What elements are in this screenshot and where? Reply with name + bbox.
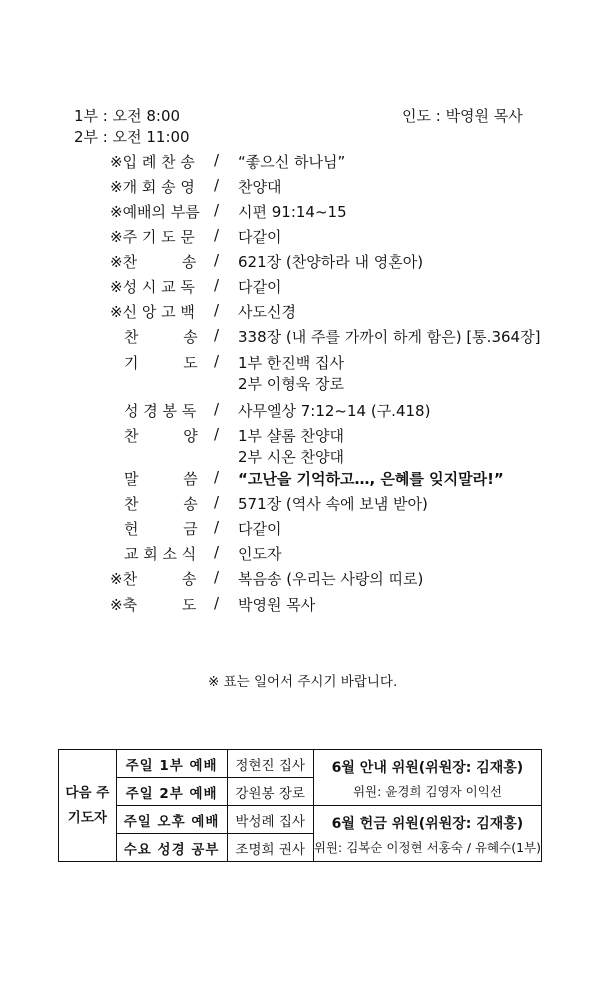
service-name: 수요 성경 공부 (116, 834, 227, 862)
order-item (0, 568, 606, 592)
service-name: 주일 오후 예배 (116, 806, 227, 834)
order-value: 다같이 (238, 520, 282, 538)
order-value: 인도자 (238, 545, 282, 563)
worship-leader: 인도 : 박영원 목사 (402, 107, 523, 125)
order-value: 시편 91:14~15 (238, 203, 347, 221)
order-item (0, 468, 606, 492)
order-value: “좋으신 하나님” (238, 153, 346, 171)
order-item (0, 493, 606, 517)
table-row (59, 806, 542, 834)
committee-members: 위원: 윤경희 김영자 이익선 (352, 784, 502, 799)
separator: / (214, 326, 220, 344)
order-label: ※신 앙 고 백 (110, 303, 195, 321)
order-item (0, 301, 606, 325)
order-item (0, 425, 606, 471)
order-label: 헌 금 (124, 520, 198, 538)
order-label: 찬 양 (124, 427, 198, 445)
order-item (0, 400, 606, 424)
order-label: ※찬 송 (110, 253, 197, 271)
separator: / (214, 400, 220, 418)
order-item (0, 594, 606, 618)
order-value: 박영원 목사 (238, 596, 316, 614)
order-value: 1부 한진백 집사 (238, 354, 345, 372)
service-time-1: 1부 : 오전 8:00 (74, 107, 181, 125)
order-item (0, 352, 606, 398)
order-item (0, 518, 606, 542)
separator: / (214, 518, 220, 536)
order-item (0, 251, 606, 275)
order-label: 교 회 소 식 (124, 545, 197, 563)
order-label: ※개 회 송 영 (110, 178, 195, 196)
order-value: 사무엘상 7:12~14 (구.418) (238, 402, 431, 420)
committee-members: 위원: 김복순 이정현 서홍숙 / 유혜수(1부) (313, 840, 541, 855)
separator: / (214, 151, 220, 169)
sermon-title: “고난을 기억하고…, 은혜를 잊지말라!” (238, 470, 504, 488)
standing-notice: ※ 표는 일어서 주시기 바랍니다. (208, 674, 398, 690)
prayer-person: 강원봉 장로 (227, 778, 313, 806)
order-label: ※입 례 찬 송 (110, 153, 195, 171)
separator: / (214, 276, 220, 294)
order-item (0, 176, 606, 200)
committee-title: 6월 안내 위원(위원장: 김재홍) (331, 760, 524, 776)
prayer-table-header: 다음 주 기도자 (59, 750, 117, 862)
order-label: 말 씀 (124, 470, 198, 488)
separator: / (214, 301, 220, 319)
order-value: 찬양대 (238, 178, 282, 196)
order-value-2: 2부 이형욱 장로 (238, 375, 345, 393)
service-name: 주일 2부 예배 (116, 778, 227, 806)
separator: / (214, 468, 220, 486)
prayer-schedule-table (58, 749, 542, 862)
order-value: 다같이 (238, 278, 282, 296)
separator: / (214, 226, 220, 244)
service-time-2: 2부 : 오전 11:00 (74, 128, 190, 146)
prayer-person: 정현진 집사 (227, 750, 313, 778)
separator: / (214, 568, 220, 586)
order-item (0, 151, 606, 175)
separator: / (214, 352, 220, 370)
committee-title: 6월 헌금 위원(위원장: 김재홍) (331, 816, 524, 832)
order-value-2: 2부 시온 찬양대 (238, 448, 345, 466)
order-item (0, 276, 606, 300)
order-value: 복음송 (우리는 사랑의 띠로) (238, 570, 424, 588)
order-item (0, 326, 606, 350)
order-label: 찬 송 (124, 495, 198, 513)
separator: / (214, 594, 220, 612)
order-label: ※찬 송 (110, 570, 197, 588)
order-value: 621장 (찬양하라 내 영혼아) (238, 253, 424, 271)
separator: / (214, 493, 220, 511)
committee-cell (313, 806, 541, 862)
table-row (59, 750, 542, 778)
order-value: 사도신경 (238, 303, 296, 321)
order-item (0, 201, 606, 225)
order-label: 기 도 (124, 354, 198, 372)
order-value: 1부 샬롬 찬양대 (238, 427, 345, 445)
order-value: 다같이 (238, 228, 282, 246)
separator: / (214, 176, 220, 194)
separator: / (214, 425, 220, 443)
prayer-person: 박성례 집사 (227, 806, 313, 834)
order-label: ※축 도 (110, 596, 197, 614)
separator: / (214, 251, 220, 269)
service-name: 주일 1부 예배 (116, 750, 227, 778)
order-value: 338장 (내 주를 가까이 하게 함은) [통.364장] (238, 328, 541, 346)
order-label: ※주 기 도 문 (110, 228, 195, 246)
order-label: 찬 송 (124, 328, 198, 346)
separator: / (214, 543, 220, 561)
order-item (0, 226, 606, 250)
order-label: ※성 시 교 독 (110, 278, 195, 296)
order-item (0, 543, 606, 567)
order-value: 571장 (역사 속에 보냄 받아) (238, 495, 428, 513)
prayer-person: 조명희 권사 (227, 834, 313, 862)
order-label: 성 경 봉 독 (124, 402, 197, 420)
committee-cell (313, 750, 541, 806)
separator: / (214, 201, 220, 219)
order-label: ※예배의 부름 (110, 203, 200, 221)
